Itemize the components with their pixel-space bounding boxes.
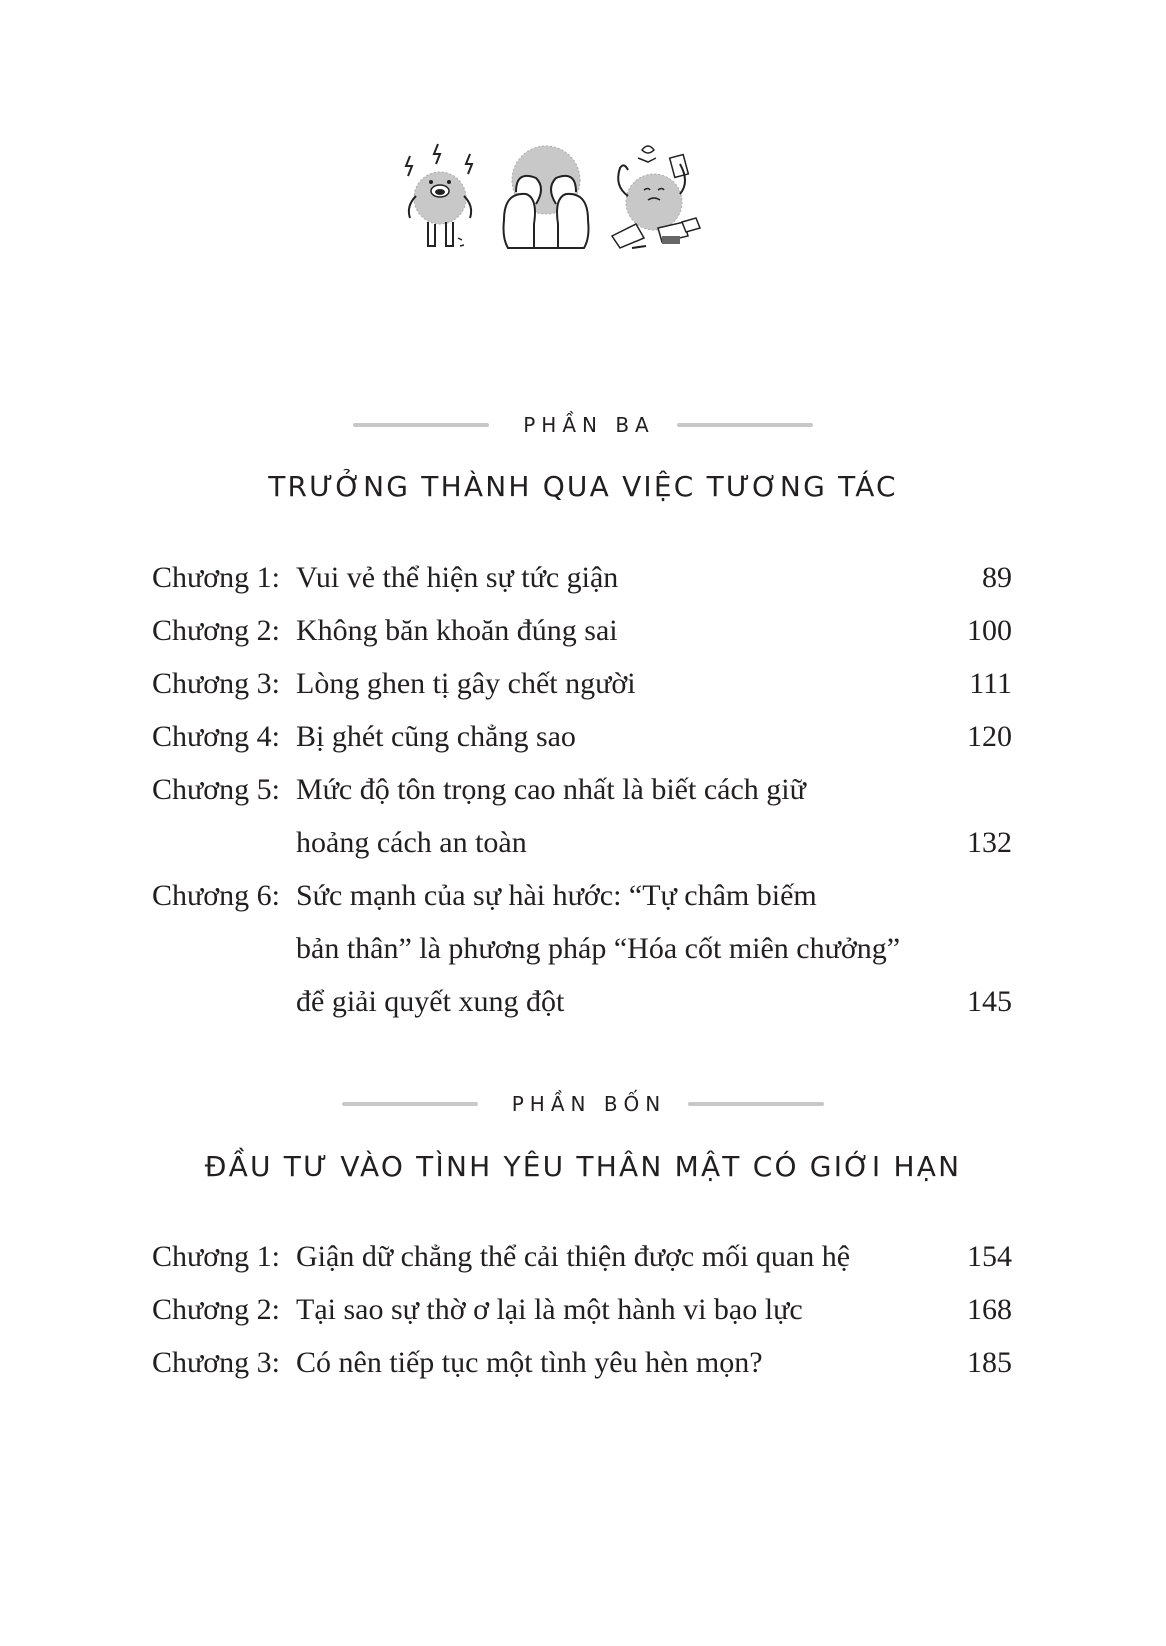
part-title: TRƯỞNG THÀNH QUA VIỆC TƯƠNG TÁC xyxy=(268,470,898,503)
page-number: 185 xyxy=(967,1346,1012,1379)
chapter-number: Chương 4: xyxy=(152,720,280,753)
table-of-contents xyxy=(152,551,1012,1028)
angry-character-icon xyxy=(398,136,488,256)
chapter-title-continued: bản thân” là phương pháp “Hóa cốt miên chưởng” xyxy=(296,932,901,965)
chapter-number: Chương 2: xyxy=(152,614,280,647)
divider-right xyxy=(677,423,813,427)
toc-entry[interactable] xyxy=(152,551,1012,604)
divider-left xyxy=(342,1102,478,1106)
toc-entry[interactable] xyxy=(152,657,1012,710)
chapter-number: Chương 3: xyxy=(152,667,280,700)
chapter-title: Giận dữ chẳng thể cải thiện được mối quan hệ xyxy=(296,1240,851,1273)
divider-right xyxy=(688,1102,824,1106)
toc-entry[interactable] xyxy=(152,604,1012,657)
divider-left xyxy=(353,423,489,427)
page-number: 154 xyxy=(967,1240,1012,1273)
chapter-title: Vui vẻ thể hiện sự tức giận xyxy=(296,561,619,594)
toc-entry[interactable] xyxy=(152,1283,1012,1336)
stressed-character-icon xyxy=(602,136,706,256)
chapter-number: Chương 3: xyxy=(152,1346,280,1379)
toc-entry[interactable] xyxy=(152,710,1012,763)
page-number: 120 xyxy=(967,720,1012,753)
page-number: 89 xyxy=(982,561,1012,594)
header-illustrations xyxy=(0,136,1166,266)
part-header xyxy=(0,410,1166,440)
toc-entry[interactable] xyxy=(152,1230,1012,1283)
chapter-number: Chương 5: xyxy=(152,773,280,806)
sad-character-icon xyxy=(496,136,596,256)
chapter-title-continued: hoảng cách an toàn xyxy=(296,826,527,859)
chapter-title: Bị ghét cũng chẳng sao xyxy=(296,720,576,753)
chapter-title: Không băn khoăn đúng sai xyxy=(296,614,618,647)
chapter-number: Chương 2: xyxy=(152,1293,280,1326)
part-header xyxy=(0,1089,1166,1119)
part-title: ĐẦU TƯ VÀO TÌNH YÊU THÂN MẬT CÓ GIỚI HẠN xyxy=(204,1150,962,1183)
chapter-number: Chương 6: xyxy=(152,879,280,912)
part-label: PHẦN BỐN xyxy=(511,1092,667,1116)
chapter-number: Chương 1: xyxy=(152,1240,280,1273)
page-number: 145 xyxy=(967,985,1012,1018)
part-label: PHẦN BA xyxy=(523,413,655,437)
chapter-title: Tại sao sự thờ ơ lại là một hành vi bạo lực xyxy=(296,1293,803,1326)
toc-entry[interactable] xyxy=(152,763,1012,869)
toc-entry[interactable] xyxy=(152,1336,1012,1389)
chapter-title: Lòng ghen tị gây chết người xyxy=(296,667,636,700)
page-number: 132 xyxy=(967,826,1012,859)
toc-entry[interactable] xyxy=(152,869,1012,1028)
page-number: 111 xyxy=(969,667,1012,700)
chapter-title-continued: để giải quyết xung đột xyxy=(296,985,565,1018)
chapter-title: Có nên tiếp tục một tình yêu hèn mọn? xyxy=(296,1346,763,1379)
chapter-number: Chương 1: xyxy=(152,561,280,594)
page-number: 100 xyxy=(967,614,1012,647)
chapter-title: Mức độ tôn trọng cao nhất là biết cách giữ xyxy=(296,773,806,806)
table-of-contents xyxy=(152,1230,1012,1389)
chapter-title: Sức mạnh của sự hài hước: “Tự châm biếm xyxy=(296,879,817,912)
page-number: 168 xyxy=(967,1293,1012,1326)
